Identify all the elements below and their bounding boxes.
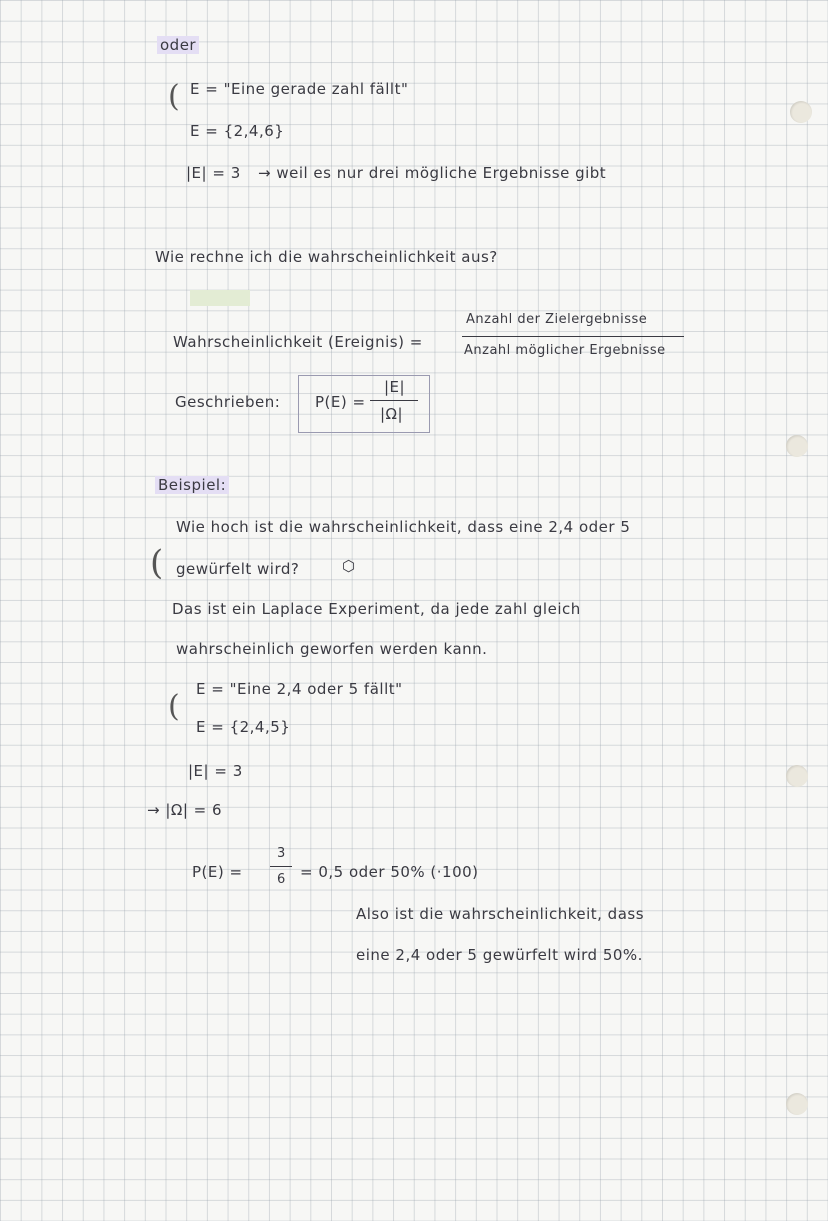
green-mark bbox=[190, 290, 250, 306]
example-card-e: |E| = 3 bbox=[188, 762, 243, 780]
example-p-fraction-line bbox=[270, 866, 292, 867]
example-event-set: E = {2,4,5} bbox=[196, 718, 291, 736]
intro-event-set: E = {2,4,6} bbox=[190, 122, 285, 140]
dice-icon: ⬡ bbox=[342, 557, 356, 575]
example-answer-line2: wahrscheinlich geworfen werden kann. bbox=[176, 640, 488, 658]
formula-numerator: Anzahl der Zielergebnisse bbox=[466, 312, 648, 327]
example-conclusion-line2: eine 2,4 oder 5 gewürfelt wird 50%. bbox=[356, 946, 643, 964]
question-heading: Wie rechne ich die wahrscheinlichkeit aus? bbox=[155, 248, 498, 266]
written-label: Geschrieben: bbox=[175, 393, 281, 411]
formula-denominator: Anzahl möglicher Ergebnisse bbox=[464, 343, 666, 358]
example-event-def: E = "Eine 2,4 oder 5 fällt" bbox=[196, 680, 403, 698]
intro-brace: ( bbox=[168, 79, 180, 114]
example-p-numerator: 3 bbox=[277, 846, 286, 861]
written-fraction-line bbox=[370, 400, 418, 401]
example-event-brace: ( bbox=[168, 689, 180, 724]
formula-fraction-line bbox=[462, 336, 684, 337]
example-question-line2: gewürfelt wird? bbox=[176, 560, 300, 578]
example-p-denominator: 6 bbox=[277, 872, 286, 887]
written-numerator: |E| bbox=[384, 378, 406, 396]
binder-hole-3 bbox=[786, 765, 808, 787]
written-denominator: |Ω| bbox=[380, 405, 404, 423]
example-brace: ( bbox=[150, 543, 164, 583]
intro-cardinality: |E| = 3 bbox=[186, 164, 241, 182]
formula-lhs: Wahrscheinlichkeit (Ereignis) = bbox=[173, 333, 423, 351]
binder-hole-2 bbox=[786, 435, 808, 457]
intro-event-def: E = "Eine gerade zahl fällt" bbox=[190, 80, 409, 98]
written-lhs: P(E) = bbox=[315, 393, 366, 411]
binder-hole-1 bbox=[790, 101, 812, 123]
example-answer-line1: Das ist ein Laplace Experiment, da jede zahl gleich bbox=[172, 600, 581, 618]
example-p-result: = 0,5 oder 50% (·100) bbox=[300, 863, 479, 881]
intro-reason: → weil es nur drei mögliche Ergebnisse gibt bbox=[258, 164, 607, 182]
example-card-omega: → |Ω| = 6 bbox=[147, 801, 223, 819]
example-question-line1: Wie hoch ist die wahrscheinlichkeit, dass eine 2,4 oder 5 bbox=[176, 518, 631, 536]
binder-hole-4 bbox=[786, 1093, 808, 1115]
example-label: Beispiel: bbox=[155, 476, 229, 494]
example-conclusion-line1: Also ist die wahrscheinlichkeit, dass bbox=[356, 905, 645, 923]
example-p-lhs: P(E) = bbox=[192, 863, 243, 881]
intro-label: oder bbox=[157, 36, 199, 54]
